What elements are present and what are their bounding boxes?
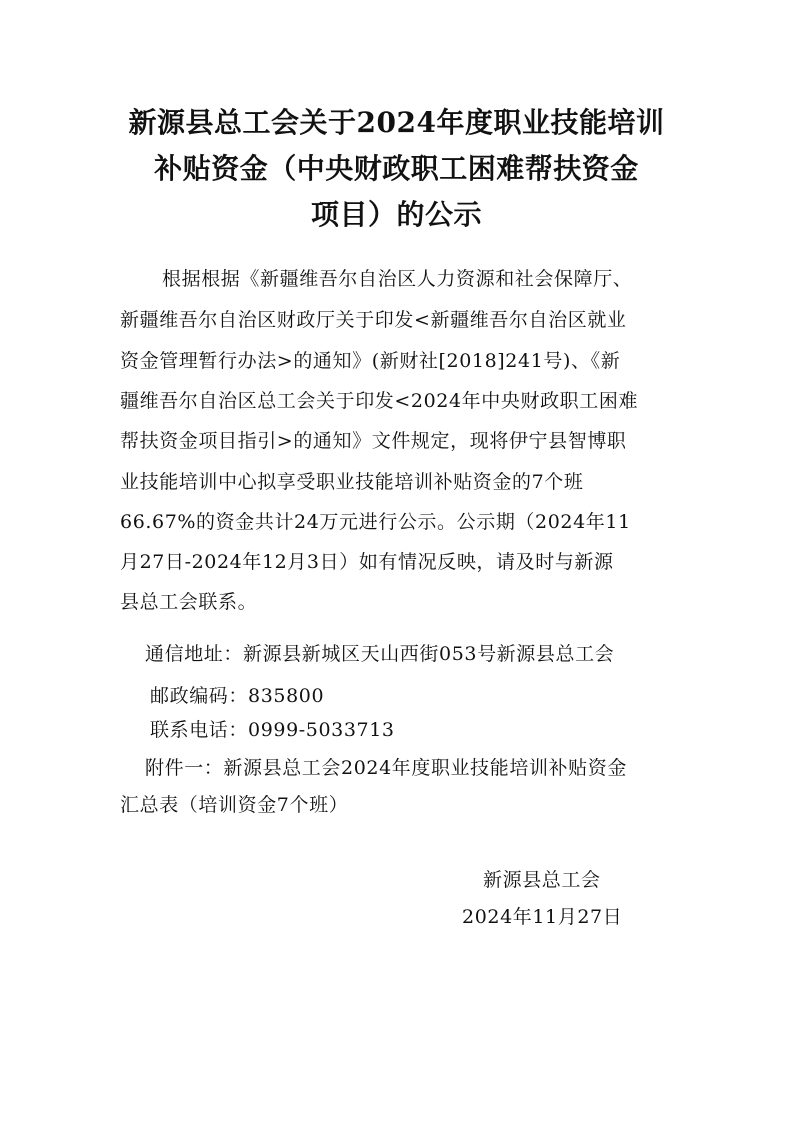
document-title-line-2: 补贴资金（中央财政职工困难帮扶资金 xyxy=(154,152,639,185)
body-line-6: 业技能培训中心拟享受职业技能培训补贴资金的7个班 xyxy=(120,471,584,493)
contact-address: 通信地址：新源县新城区天山西街053号新源县总工会 xyxy=(145,643,615,665)
attachment-line-1: 附件一：新源县总工会2024年度职业技能培训补贴资金 xyxy=(145,757,627,779)
body-line-7: 66.67%的资金共计24万元进行公示。公示期（2024年11 xyxy=(120,511,631,533)
body-line-1: 根据根据《新疆维吾尔自治区人力资源和社会保障厅、 xyxy=(162,268,633,290)
body-line-4: 疆维吾尔自治区总工会关于印发<2024年中央财政职工困难 xyxy=(120,390,639,412)
signature-org: 新源县总工会 xyxy=(483,869,601,891)
document-title-line-3: 项目）的公示 xyxy=(310,198,482,231)
body-line-9: 县总工会联系。 xyxy=(120,591,258,613)
body-line-5: 帮扶资金项目指引>的通知》文件规定，现将伊宁县智博职 xyxy=(120,430,627,452)
body-line-3: 资金管理暂行办法>的通知》(新财社[2018]241号)、《新 xyxy=(120,350,621,372)
body-line-8: 月27日-2024年12月3日）如有情况反映，请及时与新源 xyxy=(120,551,614,573)
contact-phone: 联系电话：0999-5033713 xyxy=(150,719,395,741)
attachment-line-2: 汇总表（培训资金7个班） xyxy=(120,794,349,816)
body-line-2: 新疆维吾尔自治区财政厅关于印发<新疆维吾尔自治区就业 xyxy=(120,309,627,331)
contact-postcode: 邮政编码：835800 xyxy=(150,685,325,707)
signature-date: 2024年11月27日 xyxy=(462,906,623,928)
document-title-line-1: 新源县总工会关于2024年度职业技能培训 xyxy=(128,106,665,139)
